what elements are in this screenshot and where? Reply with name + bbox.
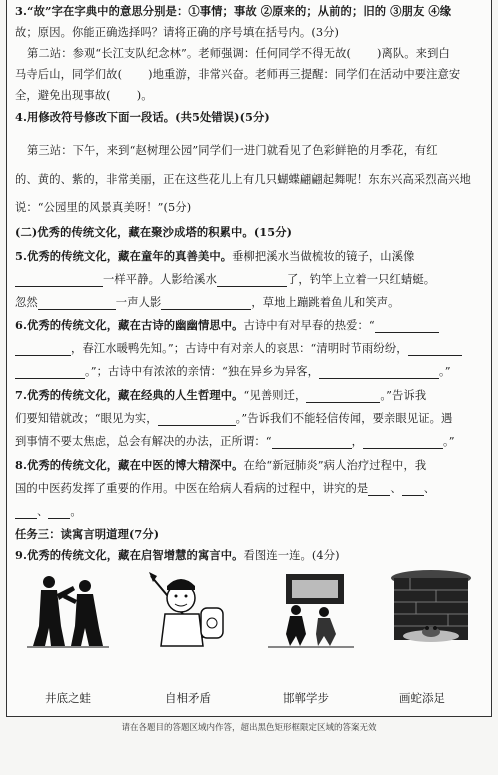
q3-line-4: 马寺后山，同学们故( )地重游，非常兴奋。老师再三提醒：同学们在活动中要注意安 [15,68,461,81]
q4-title: 4.用修改符号修改下面一段话。(共5处错误)(5分) [15,110,270,124]
q7-line-3: 到事情不要太焦虑，总会有解决的办法，正所谓：“ ， 。” [15,435,455,448]
q8-line-3: 、 。 [15,504,483,519]
task3-heading: 任务三：读寓言明道理(7分) [15,527,160,541]
section-2-heading: (二)优秀的传统文化，藏在聚沙成塔的积累中。(15分) [15,225,293,239]
q4-line-3: 说：“公园里的风景真美呀！”(5分) [15,201,192,214]
q6-line-1: 6.优秀的传统文化，藏在古诗的幽幽情思中。古诗中有对早春的热爱：“ [15,318,483,333]
q3-line-5: 全，避免出现事故( )。 [15,89,153,102]
caption-2: 自相矛盾 [165,691,211,705]
caption-1: 井底之蛙 [45,691,91,705]
footer-note: 请在各题目的答题区域内作答，超出黑色矩形框限定区域的答案无效 [121,723,377,733]
q5-line-3: 忽然 一声人影 ，草地上蹦跳着鱼儿和笑声。 [15,296,400,309]
fable-pictures [21,568,481,650]
caption-3: 邯郸学步 [283,691,329,705]
q8-line-1: 8.优秀的传统文化，藏在中医的博大精深中。在给“新冠肺炎”病人治疗过程中，我 [15,458,427,472]
q8-line-2: 国的中医药发挥了重要的作用。中医在给病人看病的过程中，讲究的是 、 、 [15,482,436,495]
q4-line-1: 第三站：下午，来到“赵树理公园”同学们一进门就看见了色彩鲜艳的月季花，有红 [27,144,438,157]
fable-picture-1 [21,568,111,648]
answer-sheet [6,0,492,717]
q5-line-2: 一样平静。人影给溪水 了，钓竿上立着一只红蜻蜓。 [15,272,483,287]
fable-picture-3 [266,568,356,648]
q3-line-2: 故；原因。你能正确选择吗？请将正确的序号填在括号内。(3分) [15,26,340,39]
q5-line-1: 5.优秀的传统文化，藏在童年的真善美中。垂柳把溪水当做梳妆的镜子，山溪像 [15,249,415,263]
fable-picture-2 [141,568,231,648]
q3-line-3: 第二站：参观“长江支队纪念林”。老师强调：任何同学不得无故( )离队。来到白 [27,47,450,60]
caption-4: 画蛇添足 [399,691,445,705]
q3-line-1: 3.“故”字在字典中的意思分别是：①事情；事故 ②原来的；从前的；旧的 ③朋友 ④缘 [15,4,452,18]
q6-line-2: ，春江水暖鸭先知。”；古诗中有对亲人的哀思：“清明时节雨纷纷， [15,341,483,356]
q7-line-1: 7.优秀的传统文化，藏在经典的人生哲理中。“见善则迁， 。”告诉我 [15,388,427,402]
fable-picture-4 [386,568,476,648]
q9-title: 9.优秀的传统文化，藏在启智增慧的寓言中。看图连一连。(4分) [15,548,340,562]
q7-line-2: 们要知错就改；“眼见为实， 。”告诉我们不能轻信传闻，要亲眼见证。遇 [15,412,453,425]
q6-line-3: 。”；古诗中有浓浓的亲情：“独在异乡为异客， 。” [15,364,483,379]
q4-line-2: 的、黄的、紫的，非常美丽，正在这些花儿上有几只蝴蝶翩翩起舞呢！东东兴高采烈高兴地 [15,173,471,186]
